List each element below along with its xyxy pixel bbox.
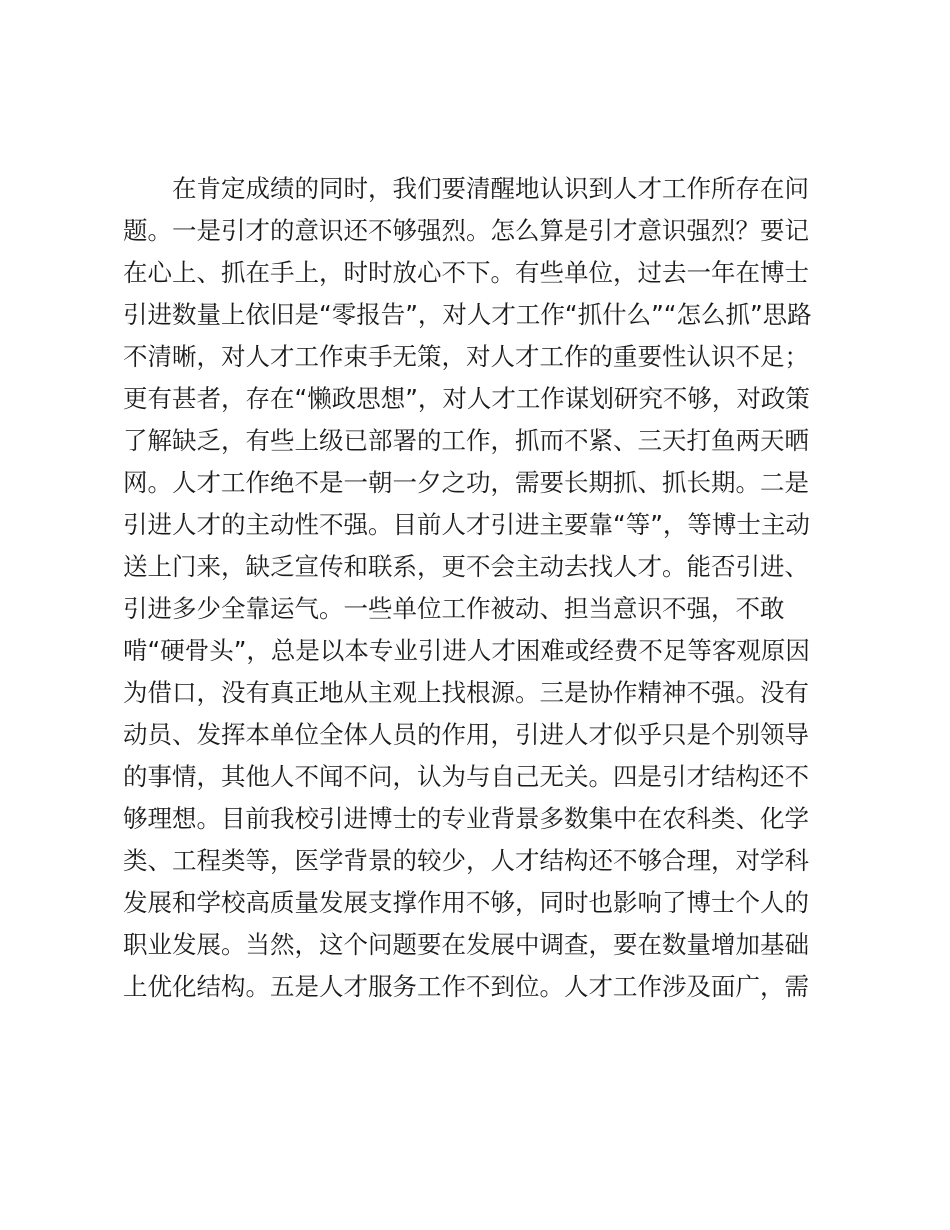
text-line: 送上门来，缺乏宣传和联系，更不会主动去找人才。能否引进、	[123, 552, 809, 581]
text-line: 的事情，其他人不闻不问，认为与自己无关。四是引才结构还不	[123, 762, 809, 791]
text-line: 类、工程类等，医学背景的较少，人才结构还不够合理，对学科	[123, 846, 809, 875]
text-line: 职业发展。当然，这个问题要在发展中调查，要在数量增加基础	[123, 930, 809, 959]
text-line: 为借口，没有真正地从主观上找根源。三是协作精神不强。没有	[123, 678, 809, 707]
text-line: 引进人才的主动性不强。目前人才引进主要靠“等”，等博士主动	[123, 510, 810, 539]
text-line: 够理想。目前我校引进博士的专业背景多数集中在农科类、化学	[123, 804, 809, 833]
text-line: 题。一是引才的意识还不够强烈。怎么算是引才意识强烈？要记	[123, 216, 809, 245]
text-line: 引进数量上依旧是“零报告”，对人才工作“抓什么”“怎么抓”思路	[123, 300, 812, 329]
text-line: 更有甚者，存在“懒政思想”，对人才工作谋划研究不够，对政策	[123, 384, 810, 413]
text-line: 不清晰，对人才工作束手无策，对人才工作的重要性认识不足；	[123, 342, 809, 371]
text-line: 发展和学校高质量发展支撑作用不够，同时也影响了博士个人的	[123, 888, 809, 917]
text-line: 动员、发挥本单位全体人员的作用，引进人才似乎只是个别领导	[123, 720, 809, 749]
text-line: 了解缺乏，有些上级已部署的工作，抓而不紧、三天打鱼两天晒	[123, 426, 809, 455]
text-line: 啃“硬骨头”，总是以本专业引进人才困难或经费不足等客观原因	[123, 636, 810, 665]
text-line: 在心上、抓在手上，时时放心不下。有些单位，过去一年在博士	[123, 258, 809, 287]
text-line: 网。人才工作绝不是一朝一夕之功，需要长期抓、抓长期。二是	[123, 468, 809, 497]
text-line: 在肯定成绩的同时，我们要清醒地认识到人才工作所存在问	[123, 174, 809, 203]
text-line: 引进多少全靠运气。一些单位工作被动、担当意识不强，不敢	[123, 594, 785, 623]
body-paragraph	[123, 168, 833, 1008]
text-line: 上优化结构。五是人才服务工作不到位。人才工作涉及面广，需	[123, 972, 809, 1001]
